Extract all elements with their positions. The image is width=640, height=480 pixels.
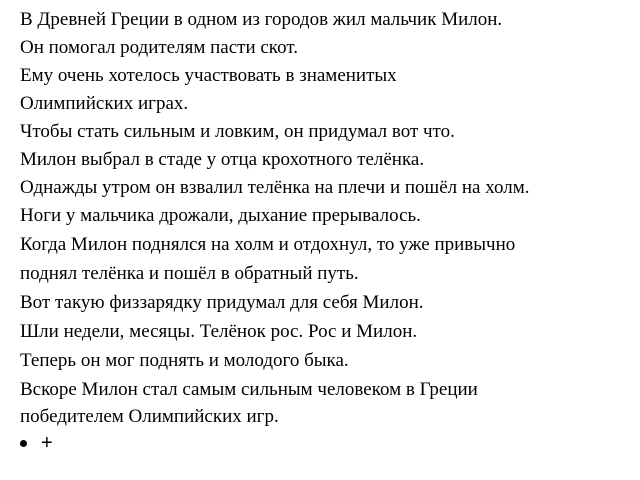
text-line: Теперь он мог поднять и молодого быка. <box>20 350 349 371</box>
text-line: Вскоре Милон стал самым сильным человеком в Греции <box>20 379 478 400</box>
text-line: Когда Милон поднялся на холм и отдохнул, то уже привычно <box>20 234 516 255</box>
text-line: Шли недели, месяцы. Телёнок рос. Рос и Милон. <box>20 321 418 342</box>
bullet-item <box>20 428 53 458</box>
text-line: В Древней Греции в одном из городов жил мальчик Милон. <box>20 9 503 30</box>
text-line: Он помогал родителям пасти скот. <box>20 37 298 58</box>
text-line: Однажды утром он взвалил телёнка на плечи и пошёл на холм. <box>20 177 530 198</box>
text-line: Ему очень хотелось участвовать в знаменитых <box>20 65 397 86</box>
bullet-text: + <box>41 431 53 454</box>
text-line: победителем Олимпийских игр. <box>20 406 279 427</box>
bullet-dot-icon <box>20 440 27 447</box>
text-line: поднял телёнка и пошёл в обратный путь. <box>20 263 359 284</box>
text-line: Вот такую физзарядку придумал для себя Милон. <box>20 292 424 313</box>
text-line: Олимпийских играх. <box>20 93 189 114</box>
text-line: Чтобы стать сильным и ловким, он придумал вот что. <box>20 121 455 142</box>
text-line: Милон выбрал в стаде у отца крохотного телёнка. <box>20 149 425 170</box>
text-line: Ноги у мальчика дрожали, дыхание прерывалось. <box>20 205 421 226</box>
